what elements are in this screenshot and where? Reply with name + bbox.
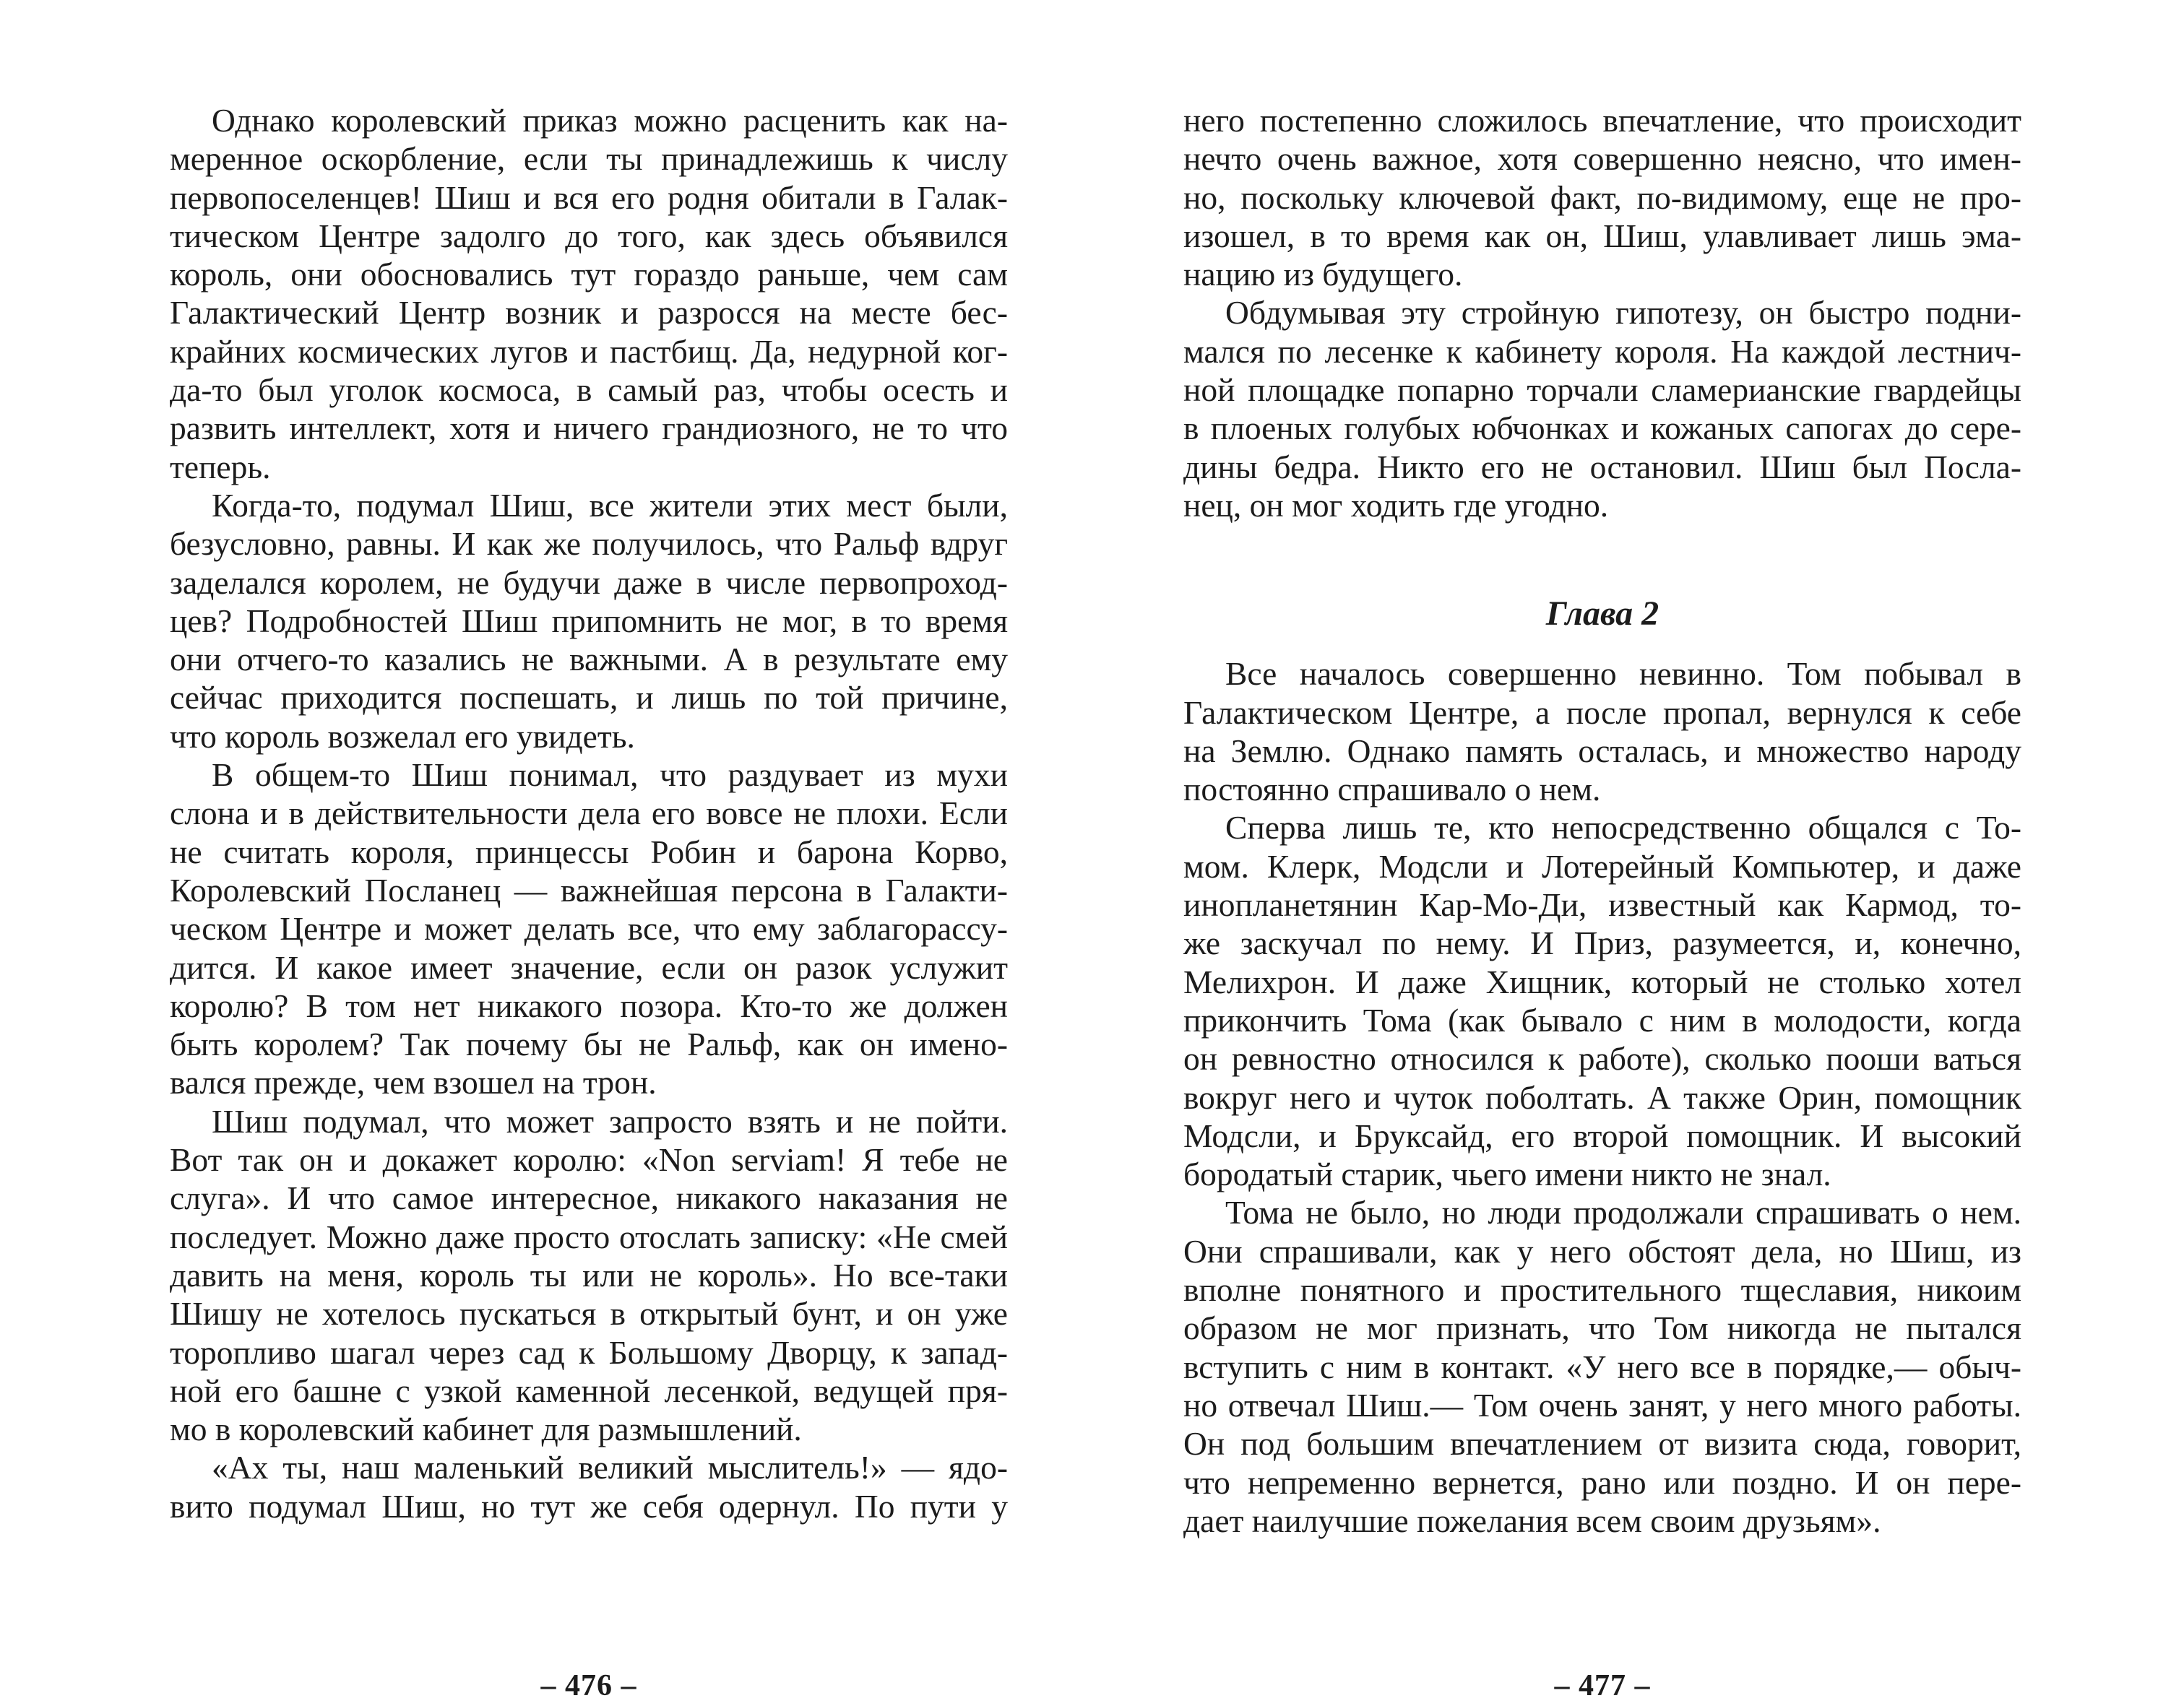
- text-line: на Землю. Однако память осталась, и множество народу: [1183, 732, 2021, 769]
- text-line: образом не мог признать, что Том никогда не пытался: [1183, 1309, 2021, 1347]
- right-page-text-before: [1183, 101, 2021, 524]
- text-line: нацию из будущего.: [1183, 256, 1463, 293]
- text-line: дины бедра. Никто его не остановил. Шиш был Посла-: [1183, 448, 2021, 485]
- text-line: Мелихрон. И даже Хищник, который не столько хотел: [1183, 963, 2021, 1000]
- text-line: да-то был уголок космоса, в самый раз, чтобы осесть и: [170, 371, 1008, 409]
- text-line: нец, он мог ходить где угодно.: [1183, 486, 1609, 524]
- text-line: Все началось совершенно невинно. Том побывал в: [1225, 655, 2021, 693]
- text-line: торопливо шагал через сад к Большому Дворцу, к запад-: [170, 1333, 1008, 1371]
- text-line: тическом Центре задолго до того, как здесь объявился: [170, 217, 1008, 254]
- text-line: него постепенно сложилось впечатление, что происходит: [1183, 102, 2021, 139]
- text-line: дает наилучшие пожелания всем своим друзьям».: [1183, 1502, 1881, 1539]
- text-line: заделался королем, не будучи даже в числе первопроход-: [170, 563, 1008, 601]
- text-line: мался по лесенке к кабинету короля. На каждой лестнич-: [1183, 332, 2021, 370]
- text-line: дится. И какое имеет значение, если он разок услужит: [170, 948, 1008, 986]
- text-line: он ревностно относился к работе), сколько пооши ваться: [1183, 1040, 2021, 1078]
- text-line: вито подумал Шиш, но тут же себя одернул. По пути у: [170, 1487, 1008, 1525]
- text-line: прикончить Тома (как бывало с ним в молодости, когда: [1183, 1001, 2021, 1039]
- text-line: давить на меня, король ты или не король». Но все-таки: [170, 1256, 1008, 1294]
- text-line: меренное оскорбление, если ты принадлежишь к числу: [170, 140, 1008, 178]
- text-line: вступить с ним в контакт. «У него все в порядке,— обыч-: [1183, 1348, 2021, 1385]
- text-line: Шишу не хотелось пускаться в открытый бунт, и он уже: [170, 1295, 1008, 1333]
- text-line: цев? Подробностей Шиш припомнить не мог, в то время: [170, 602, 1008, 639]
- text-line: не считать короля, принцессы Робин и барона Корво,: [170, 833, 1008, 870]
- page-number-left: – 476 –: [540, 1669, 637, 1702]
- text-line: первопоселенцев! Шиш и вся его родня обитали в Галак-: [170, 178, 1008, 216]
- text-line: Модсли, и Бруксайд, его второй помощник. И высокий: [1183, 1117, 2021, 1154]
- text-line: В общем-то Шиш понимал, что раздувает из мухи: [212, 756, 1008, 794]
- text-line: вался прежде, чем взошел на трон.: [170, 1064, 657, 1101]
- text-line: последует. Можно даже просто отослать записку: «Не смей: [170, 1218, 1008, 1255]
- text-line: ной площадке попарно торчали сламерианские гвардейцы: [1183, 371, 2021, 409]
- text-line: нечто очень важное, хотя совершенно неясно, что имен-: [1183, 140, 2021, 178]
- text-line: Вот так он и докажет королю: «Non serviam! Я тебе не: [170, 1141, 1008, 1179]
- text-line: теперь.: [170, 448, 271, 485]
- text-line: королю? В том нет никакого позора. Кто-то же должен: [170, 987, 1008, 1024]
- text-line: Тома не было, но люди продолжали спрашивать о нем.: [1225, 1194, 2021, 1231]
- text-line: что непременно вернется, рано или поздно. И он пере-: [1183, 1463, 2021, 1501]
- text-line: ной его башне с узкой каменной лесенкой, ведущей пря-: [170, 1372, 1008, 1409]
- text-line: Однако королевский приказ можно расценить как на-: [212, 102, 1008, 139]
- text-line: изошел, в то время как он, Шиш, улавливает лишь эма-: [1183, 217, 2021, 254]
- text-line: безусловно, равны. И как же получилось, что Ральф вдруг: [170, 525, 1008, 563]
- text-line: ческом Центре и может делать все, что ему заблагорассу-: [170, 910, 1008, 948]
- text-line: быть королем? Так почему бы не Ральф, как он имено-: [170, 1026, 1008, 1063]
- text-line: но, поскольку ключевой факт, по-видимому, еще не про-: [1183, 178, 2021, 216]
- text-line: слуга». И что самое интересное, никакого наказания не: [170, 1179, 1008, 1217]
- left-page-text: [170, 101, 1008, 1525]
- text-line: Галактическом Центре, а после пропал, вернулся к себе: [1183, 693, 2021, 731]
- text-line: «Ах ты, наш маленький великий мыслитель!» — ядо-: [212, 1449, 1008, 1486]
- text-line: Галактический Центр возник и разросся на месте бес-: [170, 294, 1008, 332]
- text-line: крайних космических лугов и пастбищ. Да, недурной ког-: [170, 332, 1008, 370]
- text-line: но отвечал Шиш.— Том очень занят, у него много работы.: [1183, 1386, 2021, 1424]
- page-number-right: – 477 –: [1554, 1669, 1651, 1702]
- text-line: что король возжелал его увидеть.: [170, 717, 635, 755]
- text-line: Они спрашивали, как у него обстоят дела, но Шиш, из: [1183, 1232, 2021, 1270]
- text-line: Королевский Посланец — важнейшая персона в Галакти-: [170, 871, 1008, 909]
- text-line: Он под большим впечатлением от визита сюда, говорит,: [1183, 1425, 2021, 1463]
- text-line: развить интеллект, хотя и ничего грандиозного, не то что: [170, 410, 1008, 447]
- text-line: мом. Клерк, Модсли и Лотерейный Компьютер, и даже: [1183, 847, 2021, 885]
- text-line: мо в королевский кабинет для размышлений.: [170, 1411, 802, 1448]
- left-page: [170, 101, 1008, 1702]
- chapter-title: Глава 2: [1545, 594, 1659, 633]
- text-line: король, они обосновались тут гораздо раньше, чем сам: [170, 256, 1008, 293]
- text-line: бородатый старик, чьего имени никто не знал.: [1183, 1156, 1831, 1193]
- text-line: Когда-то, подумал Шиш, все жители этих мест были,: [212, 486, 1008, 524]
- text-line: инопланетянин Кар-Мо-Ди, известный как Кармод, то-: [1183, 886, 2021, 924]
- text-line: сейчас приходится поспешать, и лишь по той причине,: [170, 679, 1008, 716]
- text-line: вокруг него и чуток поболтать. А также Орин, помощник: [1183, 1078, 2021, 1116]
- text-line: в плоеных голубых юбчонках и кожаных сапогах до сере-: [1183, 410, 2021, 447]
- right-page-text-after: [1183, 654, 2021, 1540]
- text-line: Шиш подумал, что может запросто взять и не пойти.: [212, 1102, 1008, 1140]
- text-line: Обдумывая эту стройную гипотезу, он быстро подни-: [1225, 294, 2021, 332]
- text-line: слона и в действительности дела его вовсе не плохи. Если: [170, 794, 1008, 832]
- right-page: [1183, 101, 2021, 1702]
- text-line: вполне понятного и простительного тщеславия, никоим: [1183, 1271, 2021, 1309]
- text-line: они отчего-то казались не важными. А в результате ему: [170, 641, 1008, 678]
- text-line: же заскучал по нему. И Приз, разумеется, и, конечно,: [1183, 925, 2021, 962]
- text-line: Сперва лишь те, кто непосредственно общался с То-: [1225, 809, 2021, 846]
- text-line: постоянно спрашивало о нем.: [1183, 771, 1601, 808]
